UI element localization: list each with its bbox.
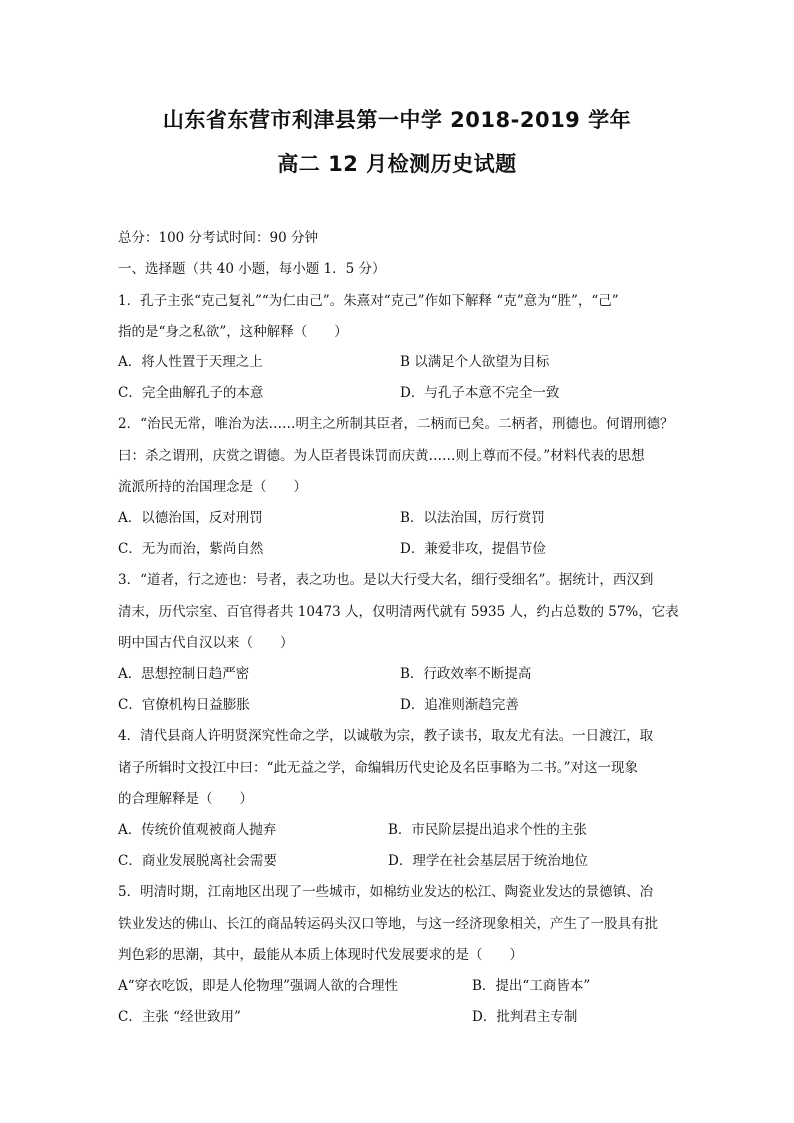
question-text-line: 清末，历代宗室、百官得者共 10473 人，仅明清两代就有 5935 人，约占总数的 57%，它表: [118, 604, 679, 620]
question-text-line: 3．“道者，行之迹也：号者，表之功也。是以大行受大名，细行受细名”。据统计，西汉到: [118, 572, 654, 588]
option-b: B．提出“工商皆本”: [472, 978, 591, 994]
option-d: D．追准则渐趋完善: [400, 697, 519, 713]
question-text-line: 判色彩的思潮，其中，最能从本质上体现时代发展要求的是（ ）: [118, 947, 523, 963]
option-c: C．无为而治，紫尚自然: [118, 541, 264, 557]
option-a: A“穿衣吃饭，即是人伦物理”强调人欲的合理性: [118, 978, 399, 994]
option-c: C．商业发展脱离社会需要: [118, 853, 277, 869]
question-text-line: 的合理解释是（ ）: [118, 791, 253, 807]
option-d: D．理学在社会基层居于统治地位: [388, 853, 588, 869]
option-a: A．传统价值观被商人抛弃: [118, 822, 277, 838]
option-c: C．官僚机构日益膨胀: [118, 697, 250, 713]
question-text-line: 曰：杀之谓刑，庆赏之谓德。为人臣者畏诛罚而庆黄……则上尊而不侵。”材料代表的思想: [118, 448, 645, 464]
exam-title-line1: 山东省东营市利津县第一中学 2018-2019 学年: [162, 108, 632, 132]
option-d: D．与孔子本意不完全一致: [400, 385, 560, 401]
option-a: A．以德治国，反对刑罚: [118, 510, 263, 526]
option-b: B．行政效率不断提高: [400, 666, 532, 682]
option-b: B．以法治国，厉行赏罚: [400, 510, 545, 526]
question-text-line: 5．明清时期，江南地区出现了一些城市，如棉纺业发达的松江、陶瓷业发达的景德镇、冶: [118, 884, 654, 900]
option-a: A．将人性置于天理之上: [118, 354, 263, 370]
exam-title-line2: 高二 12 月检测历史试题: [277, 152, 517, 176]
question-text-line: 1．孔子主张“克己复礼”“为仁由己”。朱熹对“克己”作如下解释 “克”意为“胜”，“己”: [118, 293, 619, 309]
question-text-line: 流派所持的治国理念是（ ）: [118, 479, 307, 495]
option-d: D．批判君主专制: [472, 1009, 578, 1025]
option-b: B 以满足个人欲望为目标: [400, 354, 550, 370]
question-text-line: 指的是“身之私欲”，这种解释（ ）: [118, 324, 348, 340]
option-a: A．思想控制日趋严密: [118, 666, 250, 682]
question-text-line: 4．清代县商人许明贤深究性命之学，以诚敬为宗，教子读书，取友尤有法。一日渡江，取: [118, 728, 654, 744]
question-text-line: 铁业发达的佛山、长江的商品转运码头汉口等地，与这一经济现象相关，产生了一股具有批: [118, 916, 658, 932]
question-text-line: 2．“治民无常，唯治为法……明主之所制其臣者，二柄而已矣。二柄者，刑德也。何谓刑德？: [118, 416, 674, 432]
question-text-line: 诸子所辑时文投江中曰：“此无益之学，命编辑历代史论及名臣事略为二书。”对这一现象: [118, 760, 639, 776]
option-b: B．市民阶层提出追求个性的主张: [388, 822, 587, 838]
question-text-line: 明中国古代自汉以来（ ）: [118, 635, 294, 651]
section-heading: 一、选择题（共 40 小题，每小题 1．5 分）: [118, 261, 386, 277]
option-c: C．完全曲解孔子的本意: [118, 385, 264, 401]
option-c: C．主张 “经世致用”: [118, 1009, 241, 1025]
option-d: D．兼爱非攻，提倡节俭: [400, 541, 546, 557]
score-time-info: 总分：100 分考试时间：90 分钟: [118, 230, 319, 246]
